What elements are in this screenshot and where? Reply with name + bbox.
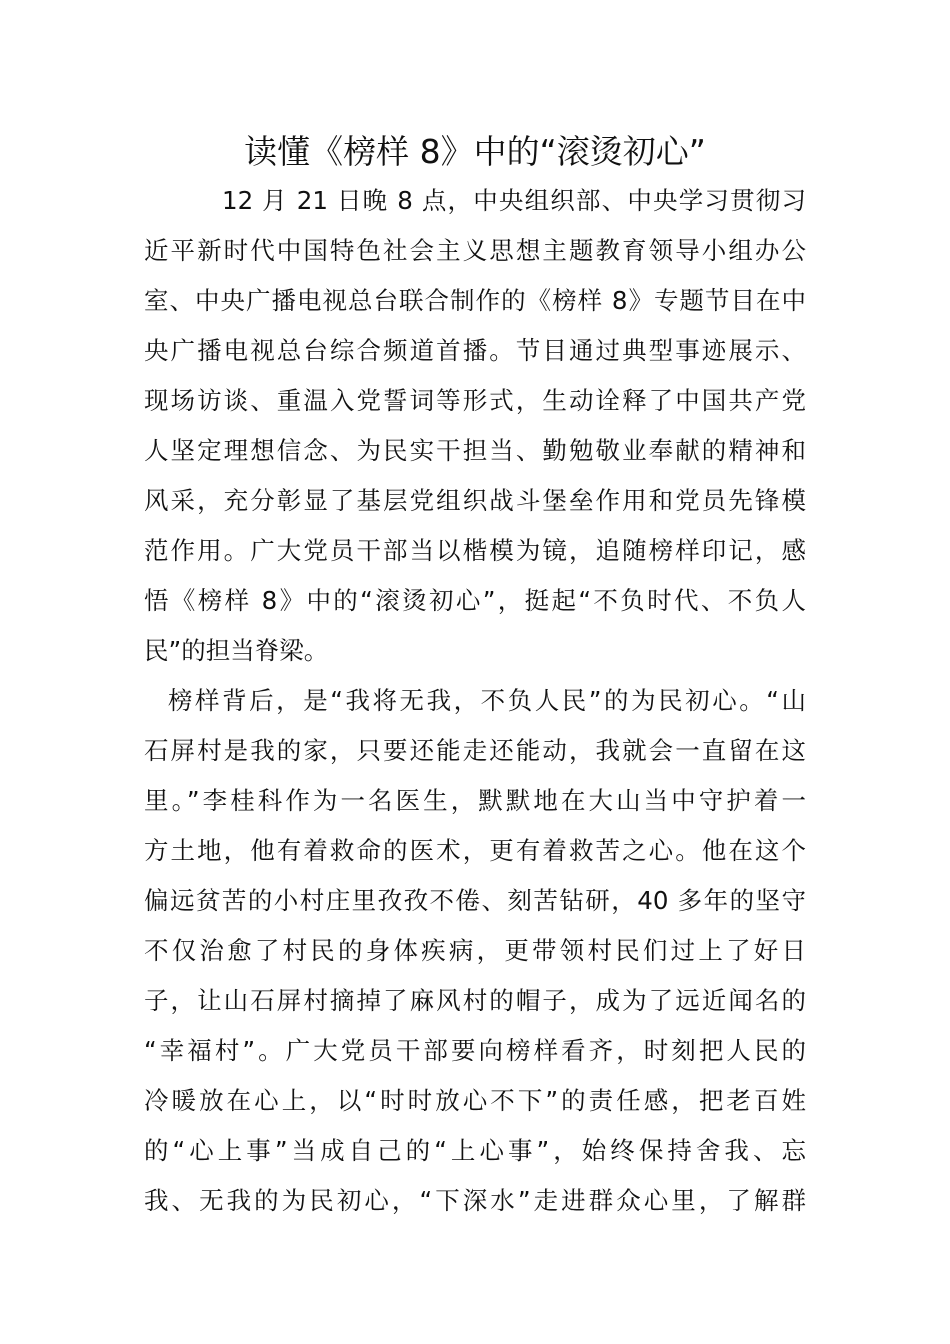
paragraph-2-line-10: 的“心上事”当成自己的“上心事”，始终保持舍我、忘	[144, 1136, 806, 1165]
paragraph-1-line-9: 悟《榜样 8》中的“滚烫初心”，挺起“不负时代、不负人	[144, 586, 806, 615]
paragraph-1-line-7: 风采，充分彰显了基层党组织战斗堡垒作用和党员先锋模	[144, 486, 806, 515]
paragraph-1-line-8: 范作用。广大党员干部当以楷模为镜，追随榜样印记，感	[144, 536, 806, 565]
paragraph-2-line-3: 里。”李桂科作为一名医生，默默地在大山当中守护着一	[144, 786, 806, 815]
paragraph-2-line-4: 方土地，他有着救命的医术，更有着救苦之心。他在这个	[144, 836, 806, 865]
paragraph-2-line-7: 子，让山石屏村摘掉了麻风村的帽子，成为了远近闻名的	[144, 986, 806, 1015]
paragraph-1-line-1: 12 月 21 日晚 8 点，中央组织部、中央学习贯彻习	[222, 186, 806, 215]
paragraph-1-line-3: 室、中央广播电视总台联合制作的《榜样 8》专题节目在中	[144, 286, 806, 315]
paragraph-1-line-10: 民”的担当脊梁。	[144, 636, 329, 665]
paragraph-2-line-6: 不仅治愈了村民的身体疾病，更带领村民们过上了好日	[144, 936, 806, 965]
paragraph-1-line-2: 近平新时代中国特色社会主义思想主题教育领导小组办公	[144, 236, 806, 265]
paragraph-1-line-4: 央广播电视总台综合频道首播。节目通过典型事迹展示、	[144, 336, 806, 365]
document-body	[144, 176, 806, 1226]
paragraph-2-line-1: 榜样背后，是“我将无我，不负人民”的为民初心。“山	[168, 686, 806, 715]
paragraph-1-line-5: 现场访谈、重温入党誓词等形式，生动诠释了中国共产党	[144, 386, 806, 415]
paragraph-1-line-6: 人坚定理想信念、为民实干担当、勤勉敬业奉献的精神和	[144, 436, 806, 465]
document-title: 读懂《榜样 8》中的“滚烫初心”	[244, 132, 706, 171]
paragraph-2-line-8: “幸福村”。广大党员干部要向榜样看齐，时刻把人民的	[144, 1036, 806, 1065]
paragraph-2-line-9: 冷暖放在心上，以“时时放心不下”的责任感，把老百姓	[144, 1086, 806, 1115]
paragraph-2-line-11: 我、无我的为民初心，“下深水”走进群众心里，了解群	[144, 1186, 806, 1215]
paragraph-2-line-2: 石屏村是我的家，只要还能走还能动，我就会一直留在这	[144, 736, 806, 765]
paragraph-2-line-5: 偏远贫苦的小村庄里孜孜不倦、刻苦钻研，40 多年的坚守	[144, 886, 806, 915]
